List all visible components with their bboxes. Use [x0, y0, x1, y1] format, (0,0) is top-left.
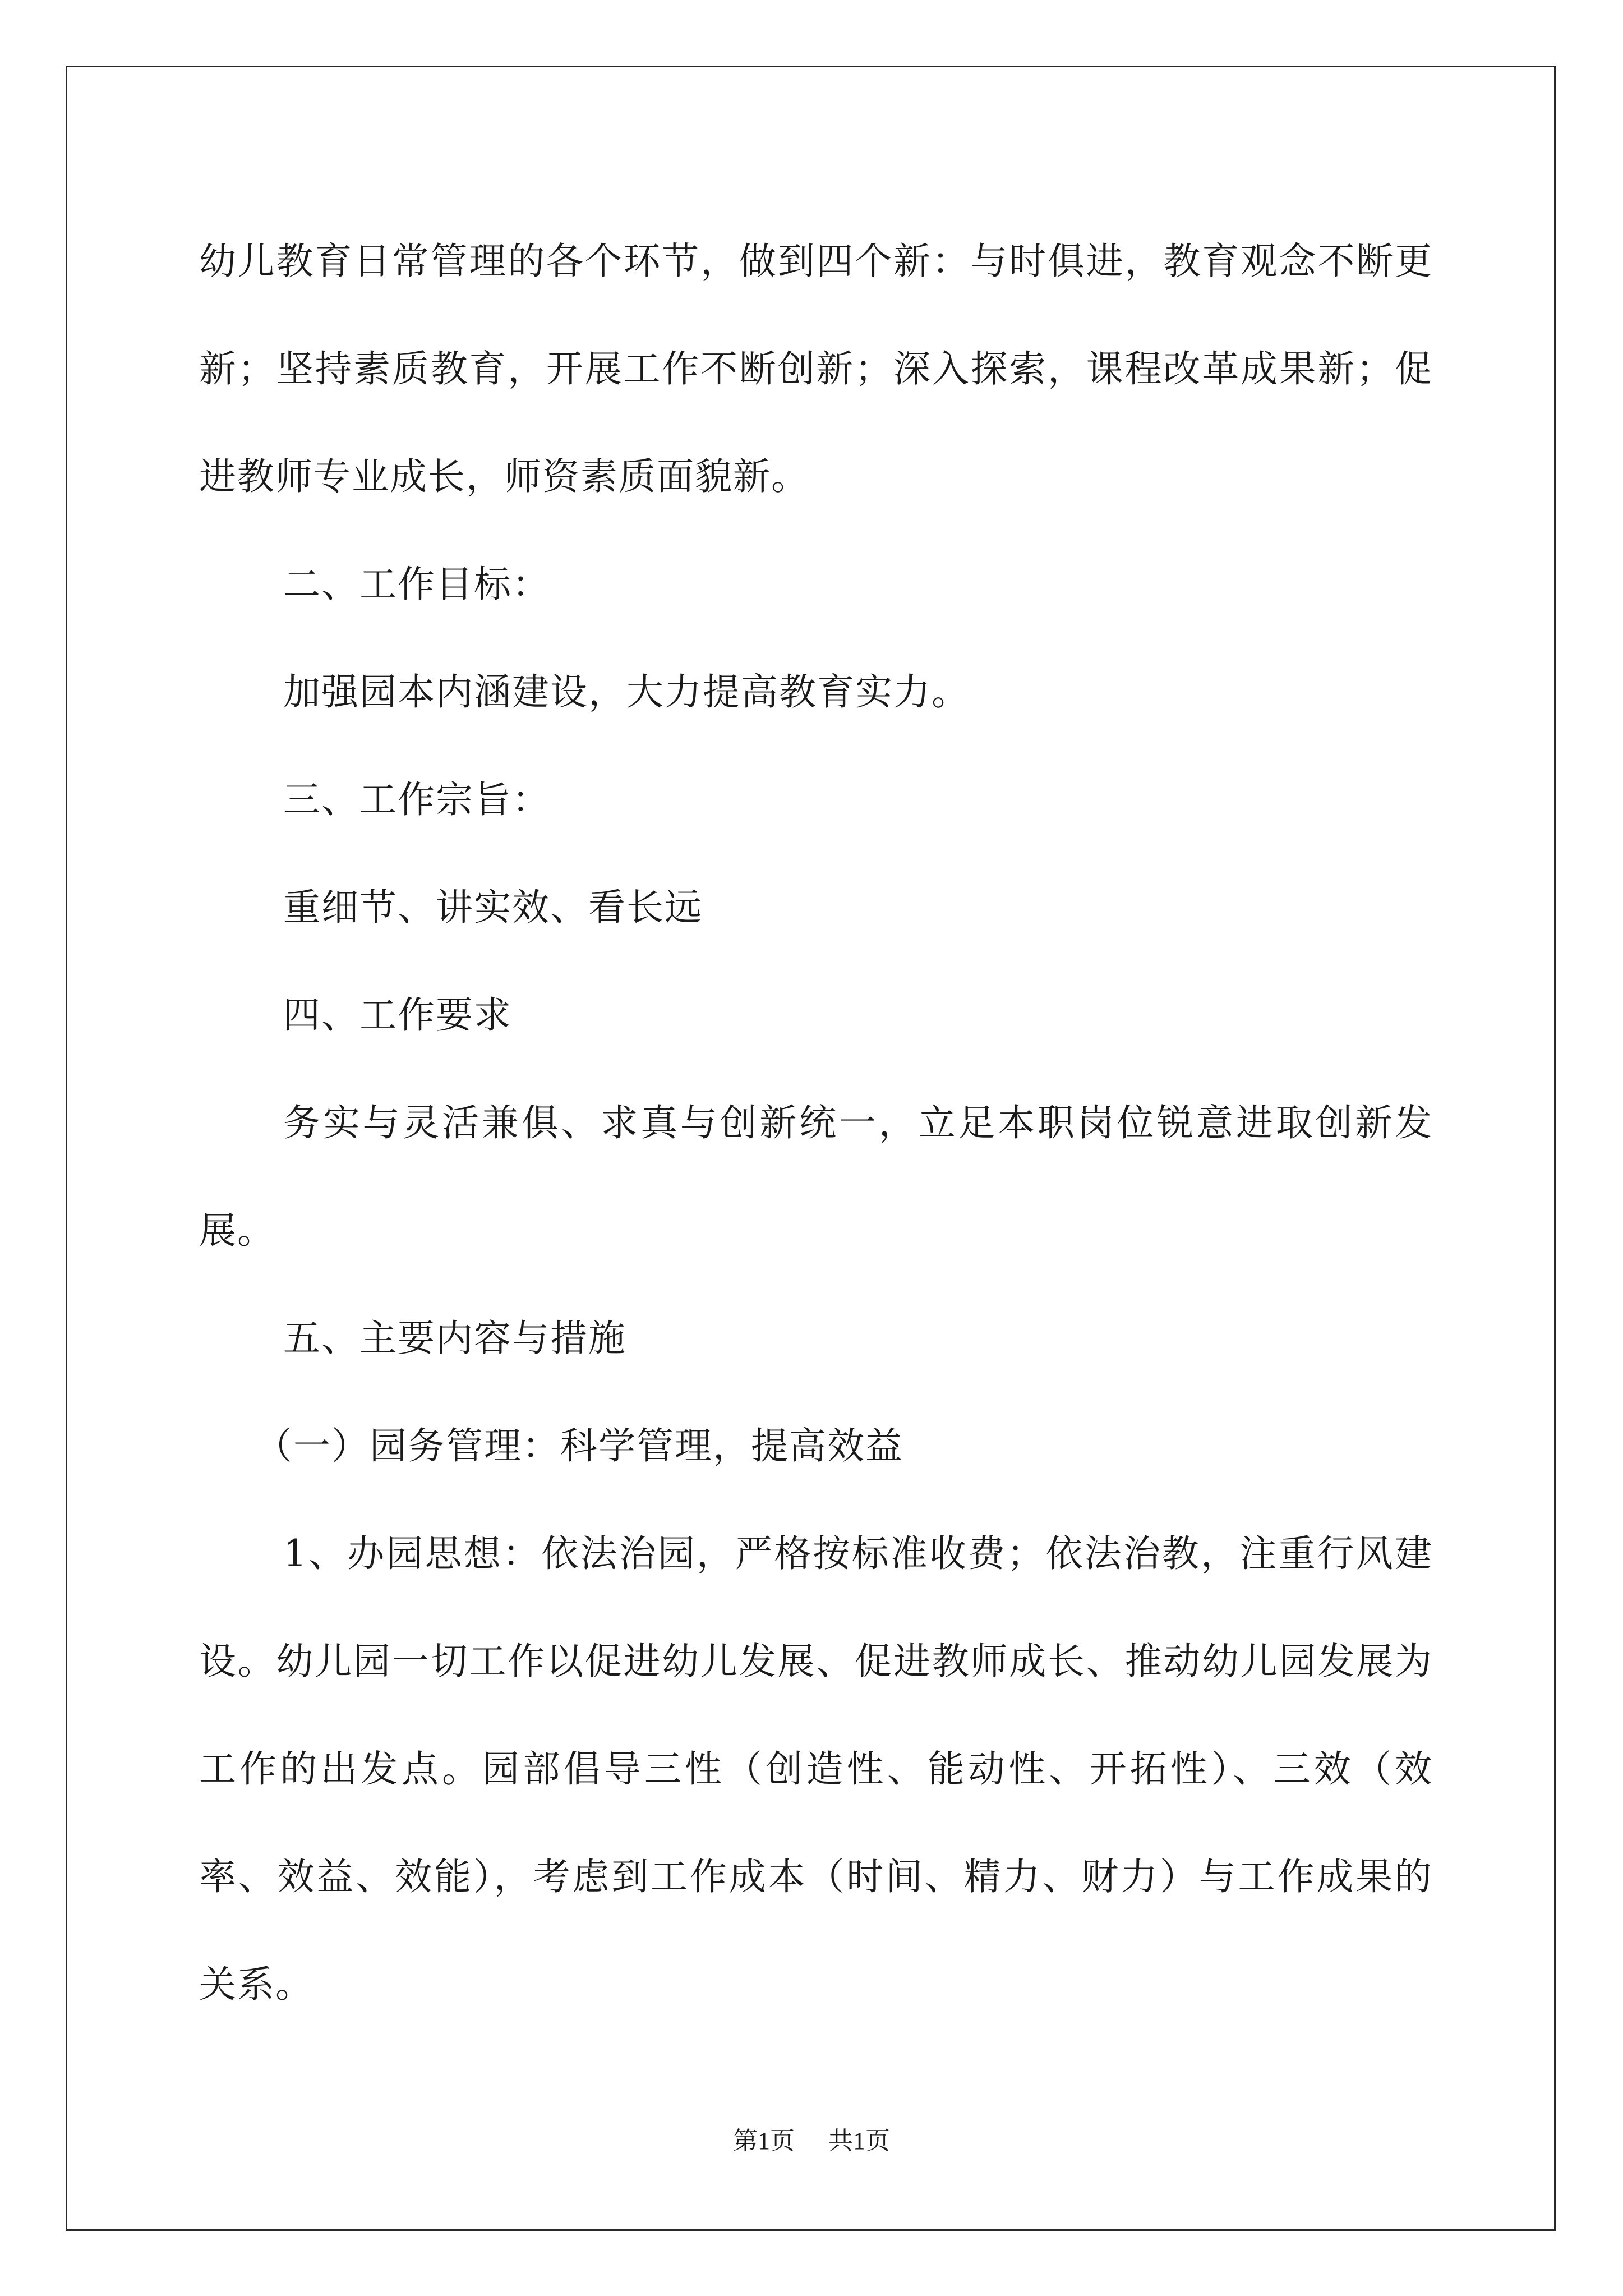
heading-work-purpose: 三、工作宗旨： — [283, 778, 550, 821]
heading-work-goals: 二、工作目标： — [283, 563, 550, 606]
heading-main-content: 五、主要内容与措施 — [283, 1317, 626, 1360]
page-total: 共1页 — [828, 2127, 890, 2155]
paragraph-school-philosophy: 1、办园思想：依法治园，严格按标准收费；依法治教，注重行风建设。幼儿园一切工作以促进幼儿发展、促进教师成长、推动幼儿园发展为工作的出发点。园部倡导三性（创造性、能动性、开拓性）、三效（效率、效益、效能），考虑到工作成本（时间、精力、财力）与工作成果的关系。 — [199, 1532, 1433, 2006]
paragraph-work-goals: 加强园本内涵建设，大力提高教育实力。 — [283, 670, 970, 714]
page-number: 第1页 — [733, 2127, 795, 2155]
document-body — [199, 208, 1433, 2039]
page-footer — [0, 2120, 1623, 2156]
subheading-garden-management: （一）园务管理：科学管理，提高效益 — [255, 1424, 903, 1467]
paragraph-intro: 幼儿教育日常管理的各个环节，做到四个新：与时俱进，教育观念不断更新；坚持素质教育，开展工作不断创新；深入探索，课程改革成果新；促进教师专业成长，师资素质面貌新。 — [199, 240, 1433, 498]
paragraph-work-purpose: 重细节、讲实效、看长远 — [283, 886, 703, 929]
heading-work-requirements: 四、工作要求 — [283, 993, 512, 1037]
paragraph-work-requirements: 务实与灵活兼俱、求真与创新统一，立足本职岗位锐意进取创新发展。 — [199, 1101, 1433, 1252]
